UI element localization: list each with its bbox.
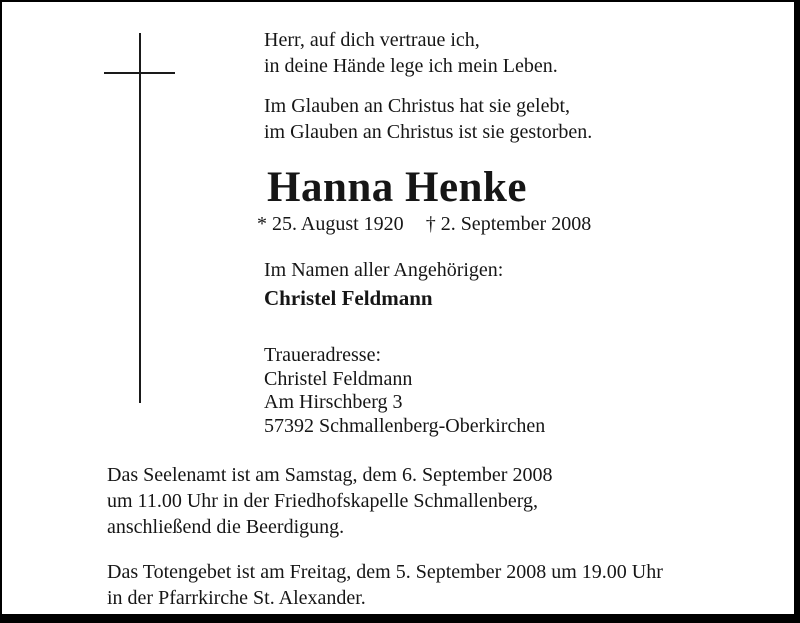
epigraph-line: im Glauben an Christus ist sie gestorben. <box>264 121 593 143</box>
epigraph <box>264 27 592 145</box>
address-label: Traueradresse: <box>264 344 382 366</box>
mourner-name: Christel Feldmann <box>264 286 433 310</box>
mourning-intro: Im Namen aller Angehörigen: <box>264 259 504 281</box>
birth-date: * 25. August 1920 <box>257 213 404 235</box>
address-line: Christel Feldmann <box>264 367 413 390</box>
death-date: † 2. September 2008 <box>425 213 592 235</box>
condolence-address <box>264 344 545 438</box>
announcement-line: anschließend die Beerdigung. <box>107 516 345 538</box>
life-dates <box>257 211 591 237</box>
mourning-block <box>264 257 503 311</box>
cross-horizontal-bar <box>104 72 175 74</box>
announcement-line: Das Totengebet ist am Freitag, dem 5. September 2008 um 19.00 Uhr <box>107 561 663 583</box>
deceased-name: Hanna Henke <box>267 164 527 211</box>
totengebet-announcement <box>107 559 663 611</box>
seelenamt-announcement <box>107 462 552 540</box>
cross-vertical-bar <box>139 33 141 403</box>
epigraph-line: in deine Hände lege ich mein Leben. <box>264 55 558 77</box>
cross-icon <box>104 33 176 403</box>
epigraph-line: Im Glauben an Christus hat sie gelebt, <box>264 95 571 117</box>
announcement-line: um 11.00 Uhr in der Friedhofskapelle Schmallenberg, <box>107 490 539 512</box>
announcement-line: Das Seelenamt ist am Samstag, dem 6. September 2008 <box>107 464 553 486</box>
announcement-line: in der Pfarrkirche St. Alexander. <box>107 587 366 609</box>
address-line: 57392 Schmallenberg-Oberkirchen <box>264 414 546 437</box>
address-line: Am Hirschberg 3 <box>264 391 403 413</box>
epigraph-line: Herr, auf dich vertraue ich, <box>264 29 480 51</box>
